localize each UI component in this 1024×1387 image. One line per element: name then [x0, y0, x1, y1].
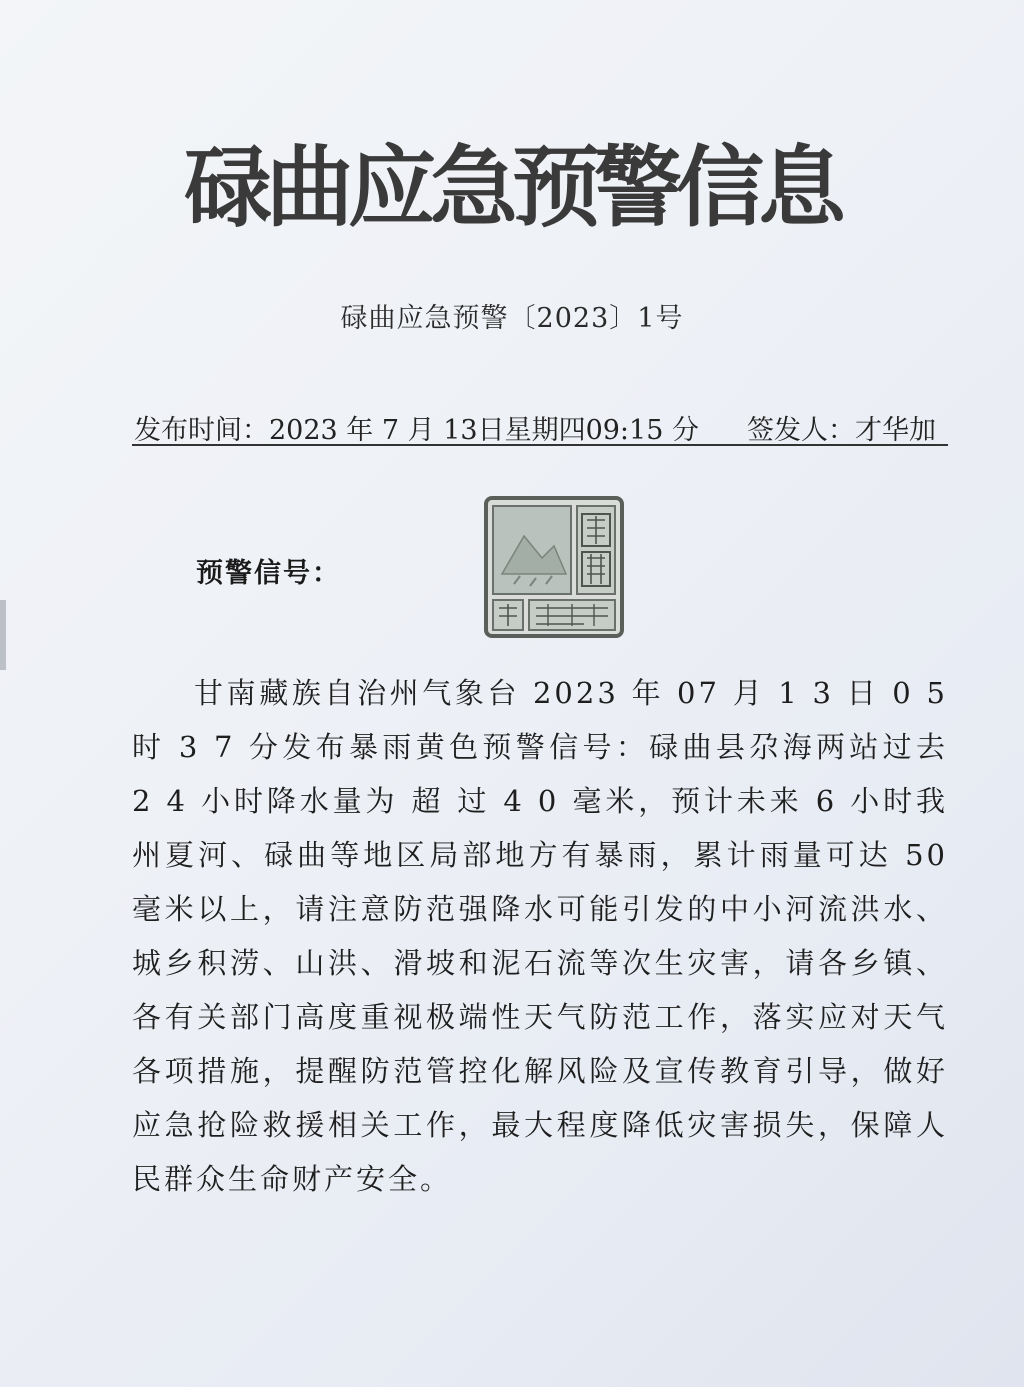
document-number: 碌曲应急预警〔2023〕1号: [340, 303, 684, 334]
page-edge-shadow: [0, 600, 6, 670]
warning-body-text: 甘南藏族自治州气象台 2023 年 07 月 1 3 日 0 5 时 3 7 分发布暴雨黄色预警信号：碌曲县尕海两站过去 2 4 小时降水量为 超 过 4 0 毫米，预计未来 6 小时我州夏河、碌曲等地区局部地方有暴雨，累计雨量可达 50 毫米以上，请注意防范强降水可能引发的中小河流洪水、城乡积涝、山洪、滑坡和泥石流等次生灾害，请各乡镇、各有关部门高度重视极端性天气防范工作，落实应对天气各项措施，提醒防范管控化解风险及宣传教育引导，做好应急抢险救援相关工作，最大程度降低灾害损失，保障人民群众生命财产安全。: [132, 676, 948, 1196]
rainstorm-warning-signal-icon: [484, 496, 624, 638]
issue-signer: 签发人：才华加: [747, 415, 936, 446]
signal-label: 预警信号：: [196, 558, 341, 589]
issue-time: 发布时间：2023 年 7 月 13日星期四09:15 分: [134, 415, 699, 446]
document-title: 碌曲应急预警信息: [183, 136, 840, 239]
issue-info-line: [132, 406, 948, 446]
